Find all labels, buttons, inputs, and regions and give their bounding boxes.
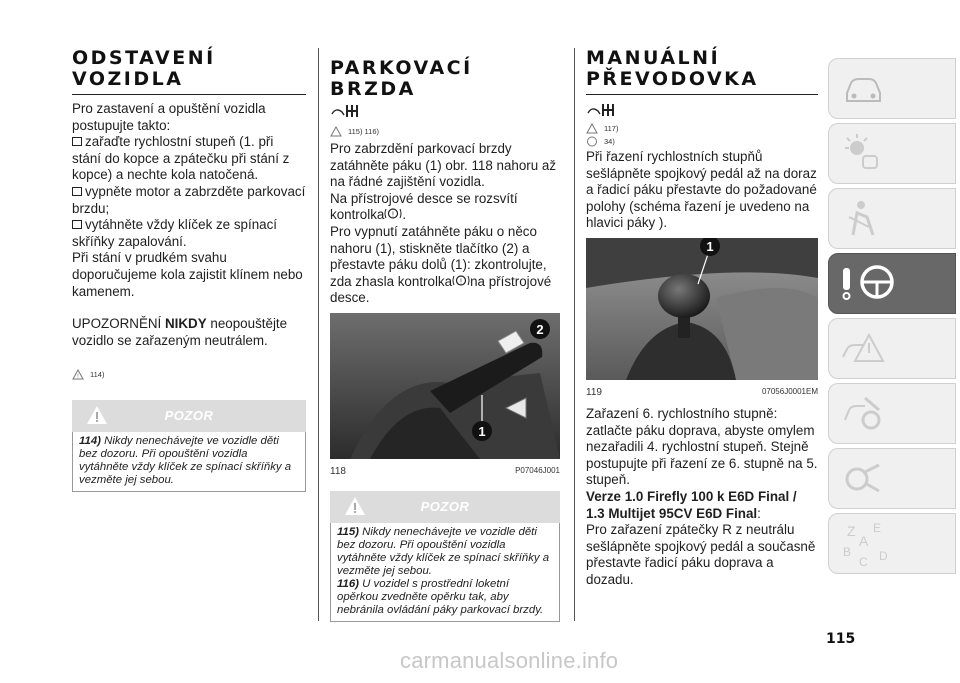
figure-118 [330, 313, 560, 477]
warning-number-115: 115) [337, 525, 359, 538]
bullet-1-text: zařaďte rychlostní stupeň (1. při stání do kopce a zpátečku při stání z kopce) a nechte kola natočená. [72, 134, 290, 183]
column-divider [318, 48, 319, 621]
svg-text:C: C [859, 555, 868, 569]
reference-row [330, 126, 560, 137]
reference-115-116[interactable]: 115) 116) [348, 127, 379, 136]
figure-119 [586, 238, 818, 398]
figure-caption [586, 387, 818, 398]
title-line-1: ODSTAVENÍ [72, 47, 216, 69]
title-rule [586, 94, 818, 95]
title-line-2: PŘEVODOVKA [586, 68, 759, 90]
warning-header [72, 400, 306, 432]
callout-1: 1 [706, 238, 714, 254]
column-parking-brake [330, 48, 560, 622]
warning-number-116: 116) [337, 577, 359, 590]
car-service-icon [839, 390, 887, 438]
paragraph-intro: Pro zastavení a opuštění vozidla postupujte takto: [72, 101, 266, 133]
reference-row [72, 369, 306, 380]
chapter-tabs [828, 58, 956, 578]
notice-text: neopouštějte vozidlo se zařazeným neutrálem. [72, 316, 288, 348]
paragraph-apply: Pro zabrzdění parkovací brzdy zatáhněte páku (1) obr. 118 nahoru až na řádné zajištění vozidla. [330, 141, 557, 190]
svg-text:Z: Z [847, 523, 856, 539]
svg-text:B: B [843, 545, 852, 559]
callout-2: 2 [536, 321, 544, 337]
svg-text:!: ! [460, 278, 463, 286]
lamp-text: Na přístrojové desce se rozsvítí kontrolka [330, 190, 518, 223]
bullet-2-text: vypněte motor a zabrzděte parkovací brzdu; [72, 183, 306, 216]
checkbox-bullet-icon [72, 137, 82, 146]
gearbox-icon-row [330, 102, 560, 122]
section-title [72, 48, 306, 90]
figure-code: P07046J001 [515, 465, 560, 475]
paragraph-sixth-gear: Zařazení 6. rychlostního stupně: zatlačte páku doprava, abyste omylem nezařadili 4. rychlostní stupeň. Stejně postupujte při řazení ze 6. stupně na 5. stupeň. [586, 405, 818, 488]
tab-starting-and-driving[interactable] [828, 253, 956, 314]
tab-emergency[interactable] [828, 318, 956, 379]
warning-triangle-icon [72, 369, 84, 380]
notice-label: UPOZORNĚNÍ [72, 316, 165, 332]
manual-gear-icon [586, 101, 622, 119]
tab-safety[interactable] [828, 188, 956, 249]
paragraph-notice [72, 316, 306, 349]
car-warning-icon [839, 325, 887, 373]
paragraph-lamp [330, 191, 560, 224]
warning-triangle-icon [330, 126, 342, 137]
svg-text:!: ! [392, 211, 395, 219]
callout-1: 1 [478, 423, 486, 439]
manual-gear-icon [330, 102, 366, 120]
paragraph-release [330, 224, 560, 307]
version-colon: : [757, 505, 761, 521]
gearbox-icon-row [586, 101, 818, 121]
warning-number: 114) [79, 435, 101, 448]
bullet-3-text: vytáhněte vždy klíček ze spínací skříňky zapalování. [72, 217, 278, 249]
notice-never: NIKDY [165, 316, 207, 332]
watermark: carmanualsonline.info [400, 648, 619, 673]
paragraph-slope: Při stání v prudkém svahu doporučujeme kola zajistit klínem nebo kamenem. [72, 250, 303, 299]
svg-text:A: A [859, 533, 869, 549]
column-manual-gearbox [586, 48, 818, 589]
warning-text-115: Nikdy nenechávejte ve vozidle děti bez dozoru. Při opouštění vozidla vytáhněte vždy klíček ze spínací skříňky a vezměte jej sebou. [337, 525, 550, 577]
checkbox-bullet-icon [72, 220, 82, 229]
paragraph-version [586, 489, 818, 522]
brake-warning-lamp-icon [384, 207, 402, 220]
warning-label: POZOR [420, 498, 470, 514]
title-line-1: MANUÁLNÍ [586, 47, 721, 69]
warning-text: Nikdy nenechávejte ve vozidle děti bez dozoru. Při opouštění vozidla vytáhněte vždy klíček ze spínací skříňky a vezměte jej sebou. [79, 435, 292, 487]
paragraph-shifting: Při řazení rychlostních stupňů sešlápněte spojkový pedál až na doraz a řadicí páku přestavte do požadované polohy (schéma řazení je uvedeno na hlavici páky ). [586, 149, 817, 231]
warning-label: POZOR [164, 408, 214, 424]
figure-number: 118 [330, 465, 346, 477]
title-rule [72, 94, 306, 95]
section-title: PARKOVACÍ BRZDA [330, 57, 473, 100]
steering-wheel-key-icon [839, 260, 899, 308]
bullet-3 [72, 217, 306, 250]
figure-code: 07056J0001EM [761, 386, 818, 396]
alphabetical-index-icon [839, 520, 899, 572]
warning-text-116: U vozidel s prostřední loketní opěrkou zvedněte opěrku tak, aby nebránila ovládání páky parkovací brzdy. [337, 577, 544, 616]
tab-car[interactable] [828, 58, 956, 119]
column-parking-the-vehicle [72, 48, 306, 492]
reference-row-117 [586, 123, 818, 134]
svg-text:D: D [879, 549, 888, 563]
title-line-2: VOZIDLA [72, 68, 184, 90]
bullet-1 [72, 134, 306, 184]
reference-114[interactable]: 114) [90, 370, 105, 380]
release-text-end: na přístrojové desce. [330, 273, 552, 306]
tab-technical-data[interactable] [828, 448, 956, 509]
tab-maintenance[interactable] [828, 383, 956, 444]
reference-34[interactable]: 34) [604, 137, 615, 146]
airbag-seat-icon [839, 195, 887, 243]
gear-lever-image [586, 238, 818, 380]
svg-text:E: E [873, 521, 882, 535]
technical-data-icon [839, 455, 887, 503]
warning-header [330, 491, 560, 523]
figure-number: 119 [586, 386, 602, 398]
bullet-2 [72, 184, 306, 217]
lamp-text-end: . [402, 207, 407, 223]
info-circle-icon [586, 136, 598, 147]
checkbox-bullet-icon [72, 187, 82, 196]
tab-dashboard[interactable] [828, 123, 956, 184]
warning-body [72, 432, 306, 492]
page-number: 115 [826, 631, 856, 647]
warning-triangle-icon [586, 123, 598, 134]
column-divider [574, 48, 575, 621]
brake-warning-lamp-icon [452, 274, 470, 287]
tab-index[interactable] [828, 513, 956, 574]
warning-body [330, 523, 560, 622]
parking-brake-lever-image [330, 313, 560, 459]
svg-text:!: ! [77, 374, 79, 381]
version-label: Verze 1.0 Firefly 100 k E6D Final / 1.3 Multijet 95CV E6D Final [586, 488, 797, 521]
figure-caption [330, 466, 560, 477]
reference-row-34 [586, 136, 818, 147]
car-icon [839, 65, 887, 113]
paragraph-reverse: Pro zařazení zpátečky R z neutrálu sešlápněte spojkový pedál a současně přestavte řadicí páku doprava a dozadu. [586, 522, 816, 587]
dashboard-lights-icon [839, 130, 887, 178]
section-title [586, 48, 818, 90]
release-text: Pro vypnutí zatáhněte páku o něco nahoru (1), stiskněte tlačítko (2) a přestavte páku dolů (1): zkontrolujte, zda zhasla kontrolka [330, 223, 547, 289]
reference-117[interactable]: 117) [604, 124, 619, 133]
